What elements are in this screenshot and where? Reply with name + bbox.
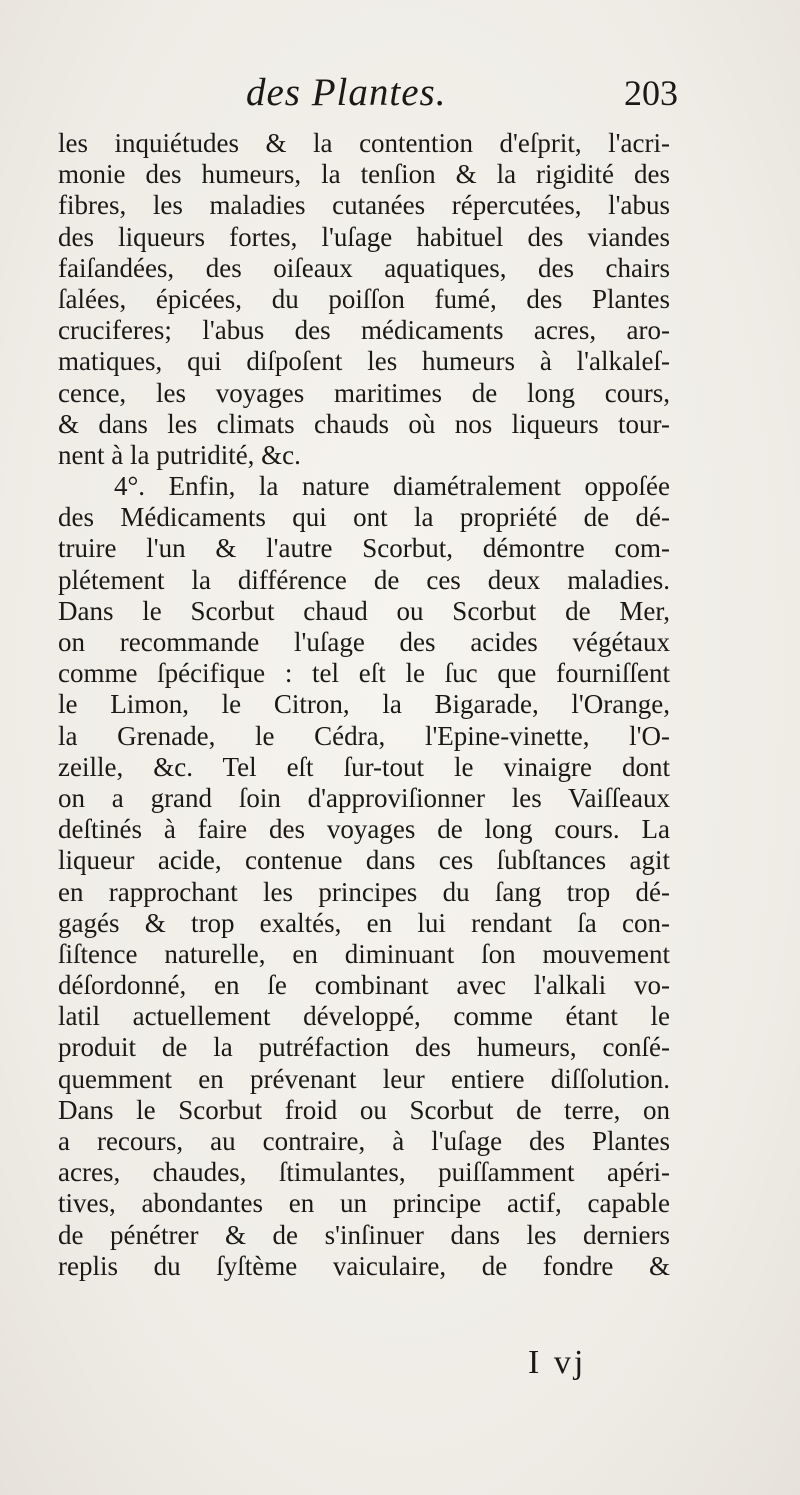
text-line: replis du ſyſtème vaiculaire, de fondre & xyxy=(58,1250,670,1281)
text-line: latil actuellement développé, comme étant le xyxy=(58,1001,670,1032)
text-line: ſiſtence naturelle, en diminuant ſon mouvement xyxy=(58,938,670,969)
text-line: ſalées, épicées, du poiſſon fumé, des Plantes xyxy=(58,283,670,314)
text-line: déſordonné, en ſe combinant avec l'alkali vo- xyxy=(58,970,670,1001)
text-line: deſtinés à faire des voyages de long cours. La xyxy=(58,814,670,845)
text-line: truire l'un & l'autre Scorbut, démontre com- xyxy=(58,533,670,564)
paragraph-start-line: 4°. Enfin, la nature diamétralement oppoſée xyxy=(114,471,670,502)
running-title: des Plantes. xyxy=(246,71,447,114)
text-line: le Limon, le Citron, la Bigarade, l'Orange, xyxy=(58,689,670,720)
text-line: les inquiétudes & la contention d'eſprit, l'acri- xyxy=(58,128,670,158)
text-line: liqueur acide, contenue dans ces ſubſtances agit xyxy=(58,845,670,876)
text-line: gagés & trop exaltés, en lui rendant ſa con- xyxy=(58,907,670,938)
page-number: 203 xyxy=(624,73,678,113)
text-line: cence, les voyages maritimes de long cours, xyxy=(58,377,670,408)
text-line: matiques, qui diſpoſent les humeurs à l'alkaleſ- xyxy=(58,346,670,377)
text-line: Dans le Scorbut chaud ou Scorbut de Mer, xyxy=(58,595,670,626)
text-line: comme ſpécifique : tel eſt le ſuc que fourniſſent xyxy=(58,658,670,689)
text-line: acres, chaudes, ſtimulantes, puiſſamment apéri- xyxy=(58,1157,670,1188)
text-line: a recours, au contraire, à l'uſage des Plantes xyxy=(58,1126,670,1156)
text-line: de pénétrer & de s'inſinuer dans les derniers xyxy=(58,1219,670,1250)
text-line: tives, abondantes en un principe actif, capable xyxy=(58,1188,670,1219)
text-line: fibres, les maladies cutanées répercutées, l'abus xyxy=(58,190,670,221)
text-line: produit de la putréfaction des humeurs, conſé- xyxy=(58,1032,670,1063)
signature-mark: I vj xyxy=(528,1344,587,1381)
text-line: faiſandées, des oiſeaux aquatiques, des chairs xyxy=(58,252,670,283)
text-line: des liqueurs fortes, l'uſage habituel des viandes xyxy=(58,221,670,252)
text-line: zeille, &c. Tel eſt ſur-tout le vinaigre dont xyxy=(58,751,670,782)
text-line: & dans les climats chauds où nos liqueurs tour- xyxy=(58,408,670,439)
text-line: en rapprochant les principes du ſang trop dé- xyxy=(58,876,670,907)
text-line: Dans le Scorbut froid ou Scorbut de terre, on xyxy=(58,1094,670,1125)
body-text xyxy=(58,128,670,1282)
text-line: quemment en prévenant leur entiere diſſolution. xyxy=(58,1063,670,1094)
text-line: plétement la différence de ces deux maladies. xyxy=(58,564,670,595)
text-line: on recommande l'uſage des acides végétaux xyxy=(58,627,670,657)
text-line: monie des humeurs, la tenſion & la rigidité des xyxy=(58,159,670,190)
text-line: des Médicaments qui ont la propriété de dé- xyxy=(58,502,670,533)
text-line: nent à la putridité, &c. xyxy=(58,439,301,470)
text-line: la Grenade, le Cédra, l'Epine-vinette, l'O- xyxy=(58,720,670,751)
text-line: on a grand ſoin d'approviſionner les Vaiſſeaux xyxy=(58,782,670,813)
page-header xyxy=(58,70,678,130)
text-line: cruciferes; l'abus des médicaments acres, aro- xyxy=(58,315,670,346)
